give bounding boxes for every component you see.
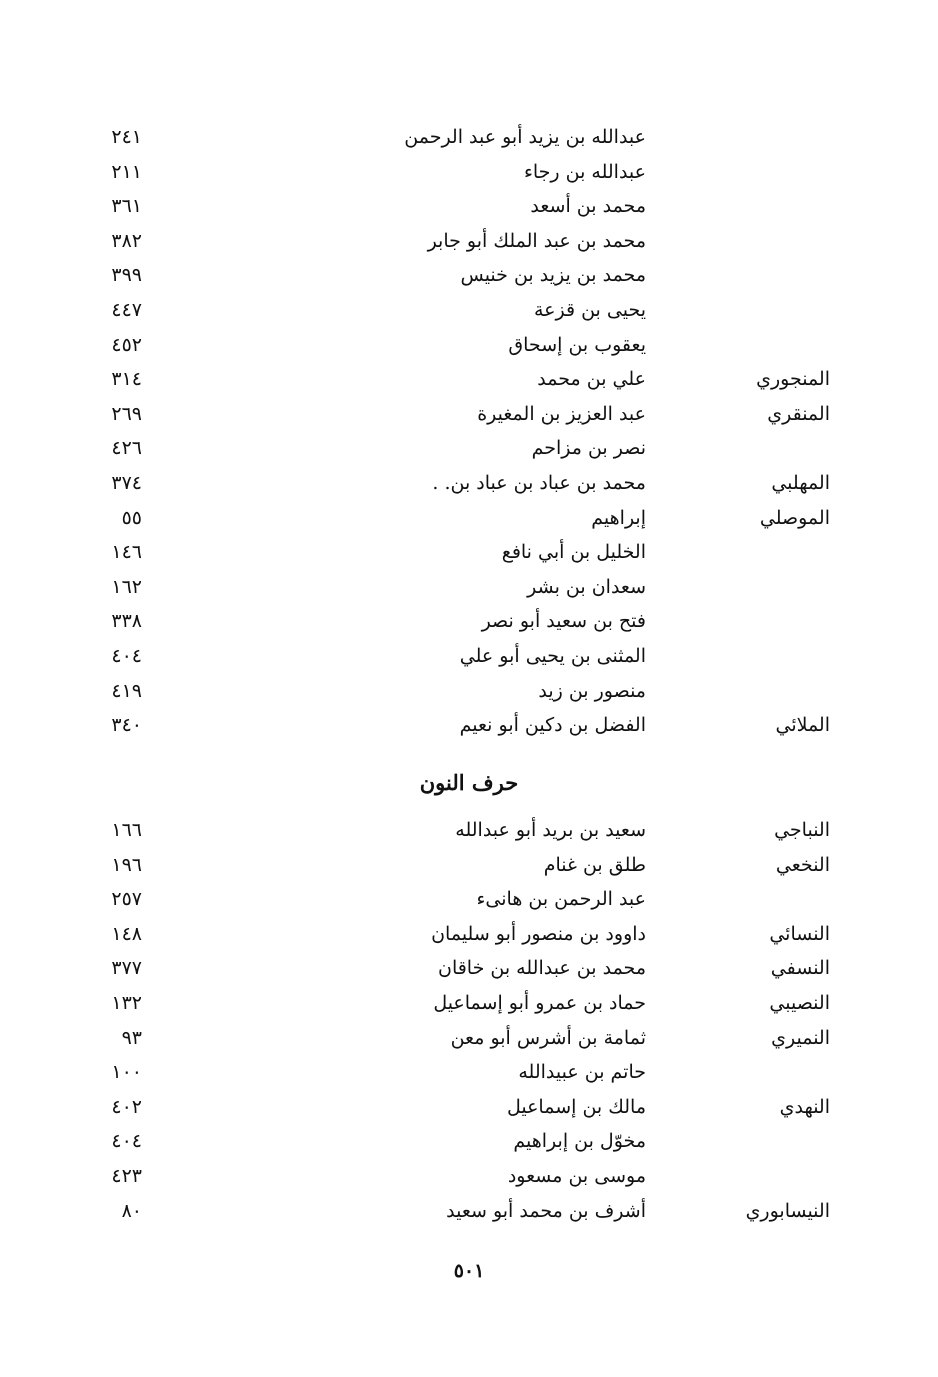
entry-page-number: ٤٢٣ <box>111 1165 142 1187</box>
entry-name: فتح بن سعيد أبو نصر <box>481 610 646 633</box>
entry-page-number: ١٦٢ <box>111 575 142 598</box>
entry-name: سعيد بن بريد أبو عبدالله <box>455 819 646 841</box>
index-entry <box>0 639 938 673</box>
entry-name: عبد العزيز بن المغيرة <box>477 402 646 425</box>
index-entry <box>0 328 938 362</box>
index-entry <box>0 189 938 223</box>
entry-name: علي بن محمد <box>537 368 646 391</box>
index-entry <box>0 1090 938 1124</box>
index-entry <box>0 431 938 465</box>
entry-nisba: النيسابوري <box>745 1199 830 1222</box>
entry-page-number: ١٤٦ <box>111 541 142 564</box>
entry-nisba: النسفي <box>770 957 830 980</box>
entry-page-number: ٢٥٧ <box>111 888 142 911</box>
entry-page-number: ٣١٤ <box>111 368 142 391</box>
entry-name: عبدالله بن يزيد أبو عبد الرحمن <box>404 126 646 148</box>
index-entry <box>0 535 938 569</box>
index-entry <box>0 813 938 847</box>
entry-page-number: ٨٠ <box>121 1199 142 1222</box>
entry-name: منصور بن زيد <box>538 679 646 702</box>
entry-page-number: ٩٣ <box>121 1026 142 1049</box>
entry-nisba: المنجوري <box>756 368 830 391</box>
entry-name: ثمامة بن أشرس أبو معن <box>450 1026 646 1049</box>
entry-nisba: المهلبي <box>771 472 830 494</box>
entry-page-number: ٣٧٧ <box>111 957 142 980</box>
entry-page-number: ١٩٦ <box>111 853 142 876</box>
entry-name: محمد بن يزيد بن خنيس <box>460 264 646 287</box>
entry-page-number: ٣٩٩ <box>111 264 142 287</box>
index-entry <box>0 362 938 396</box>
entry-name: حاتم بن عبيدالله <box>518 1061 646 1084</box>
entry-page-number: ١٦٦ <box>111 819 142 841</box>
index-entry <box>0 1124 938 1158</box>
index-entry <box>0 293 938 327</box>
entry-name: محمد بن عبدالله بن خاقان <box>437 957 646 980</box>
index-entry <box>0 848 938 882</box>
entry-page-number: ٢٤١ <box>111 126 142 148</box>
entry-nisba: المنقري <box>767 402 830 425</box>
index-entry <box>0 604 938 638</box>
entry-name: عبد الرحمن بن هانىء <box>476 888 646 911</box>
entry-name: داوود بن منصور أبو سليمان <box>431 922 646 945</box>
entry-page-number: ٤٠٤ <box>111 1130 142 1153</box>
entry-name: سعدان بن بشر <box>527 575 646 598</box>
entry-name: الفضل بن دكين أبو نعيم <box>459 714 646 737</box>
entry-page-number: ٣٧٤ <box>111 472 142 494</box>
entry-name: مخوّل بن إبراهيم <box>513 1130 646 1153</box>
entry-page-number: ٤١٩ <box>111 679 142 702</box>
entry-name: نصر بن مزاحم <box>531 437 646 460</box>
entry-page-number: ٢٦٩ <box>111 402 142 425</box>
entry-name: موسى بن مسعود <box>507 1165 646 1187</box>
index-entry <box>0 708 938 742</box>
entry-page-number: ٣٦١ <box>111 195 142 218</box>
entry-page-number: ٤٤٧ <box>111 299 142 321</box>
section-title: حرف النون <box>419 770 519 795</box>
entry-name: أشرف بن محمد أبو سعيد <box>446 1199 646 1222</box>
entry-name: يحيى بن قزعة <box>533 299 646 321</box>
index-entry <box>0 951 938 985</box>
entry-nisba: النخعي <box>775 853 830 876</box>
index-entry <box>0 674 938 708</box>
page-number: ٥٠١ <box>453 1260 485 1282</box>
entry-name: محمد بن عبد الملك أبو جابر <box>427 229 646 252</box>
entry-name: عبدالله بن رجاء <box>523 160 646 183</box>
entry-page-number: ٤٠٤ <box>111 645 142 667</box>
entry-nisba: النسائي <box>769 922 830 945</box>
entry-nisba: النميري <box>771 1026 830 1049</box>
entry-name: الخليل بن أبي نافع <box>501 541 646 564</box>
entry-page-number: ٥٥ <box>121 506 142 529</box>
entry-nisba: النصيبي <box>769 992 830 1014</box>
entry-page-number: ٣٨٢ <box>111 229 142 252</box>
index-entry <box>0 1021 938 1055</box>
entry-nisba: النباجي <box>774 819 830 841</box>
entry-page-number: ١٣٢ <box>111 992 142 1014</box>
entry-page-number: ٤٥٢ <box>111 333 142 356</box>
entry-page-number: ٤٢٦ <box>111 437 142 460</box>
entry-name: حماد بن عمرو أبو إسماعيل <box>433 992 646 1014</box>
entry-page-number: ٣٤٠ <box>111 714 142 737</box>
index-entry <box>0 882 938 916</box>
entry-page-number: ١٠٠ <box>111 1061 142 1084</box>
entry-name: المثنى بن يحيى أبو علي <box>459 645 646 667</box>
index-entry <box>0 397 938 431</box>
entry-name: إبراهيم <box>591 506 646 529</box>
index-entry <box>0 466 938 500</box>
entry-name: يعقوب بن إسحاق <box>508 333 646 356</box>
entry-page-number: ٣٣٨ <box>111 610 142 633</box>
index-entry <box>0 1194 938 1228</box>
entry-nisba: الملائي <box>775 714 830 737</box>
index-entry <box>0 501 938 535</box>
entry-page-number: ١٤٨ <box>111 922 142 945</box>
index-entry <box>0 1159 938 1193</box>
entry-name: طلق بن غنام <box>543 853 646 876</box>
index-entry <box>0 986 938 1020</box>
index-entry <box>0 155 938 189</box>
entry-name: محمد بن أسعد <box>530 195 646 218</box>
index-entry <box>0 917 938 951</box>
entry-name: مالك بن إسماعيل <box>506 1095 646 1118</box>
index-entry <box>0 120 938 154</box>
index-entry <box>0 224 938 258</box>
index-entry <box>0 570 938 604</box>
index-entry <box>0 1055 938 1089</box>
entry-page-number: ٤٠٢ <box>111 1095 142 1118</box>
entry-nisba: الموصلي <box>759 506 830 529</box>
entry-page-number: ٢١١ <box>111 160 142 183</box>
entry-nisba: النهدي <box>779 1095 830 1118</box>
index-entry <box>0 258 938 292</box>
entry-name: محمد بن عباد بن عباد بن. . <box>432 472 646 494</box>
